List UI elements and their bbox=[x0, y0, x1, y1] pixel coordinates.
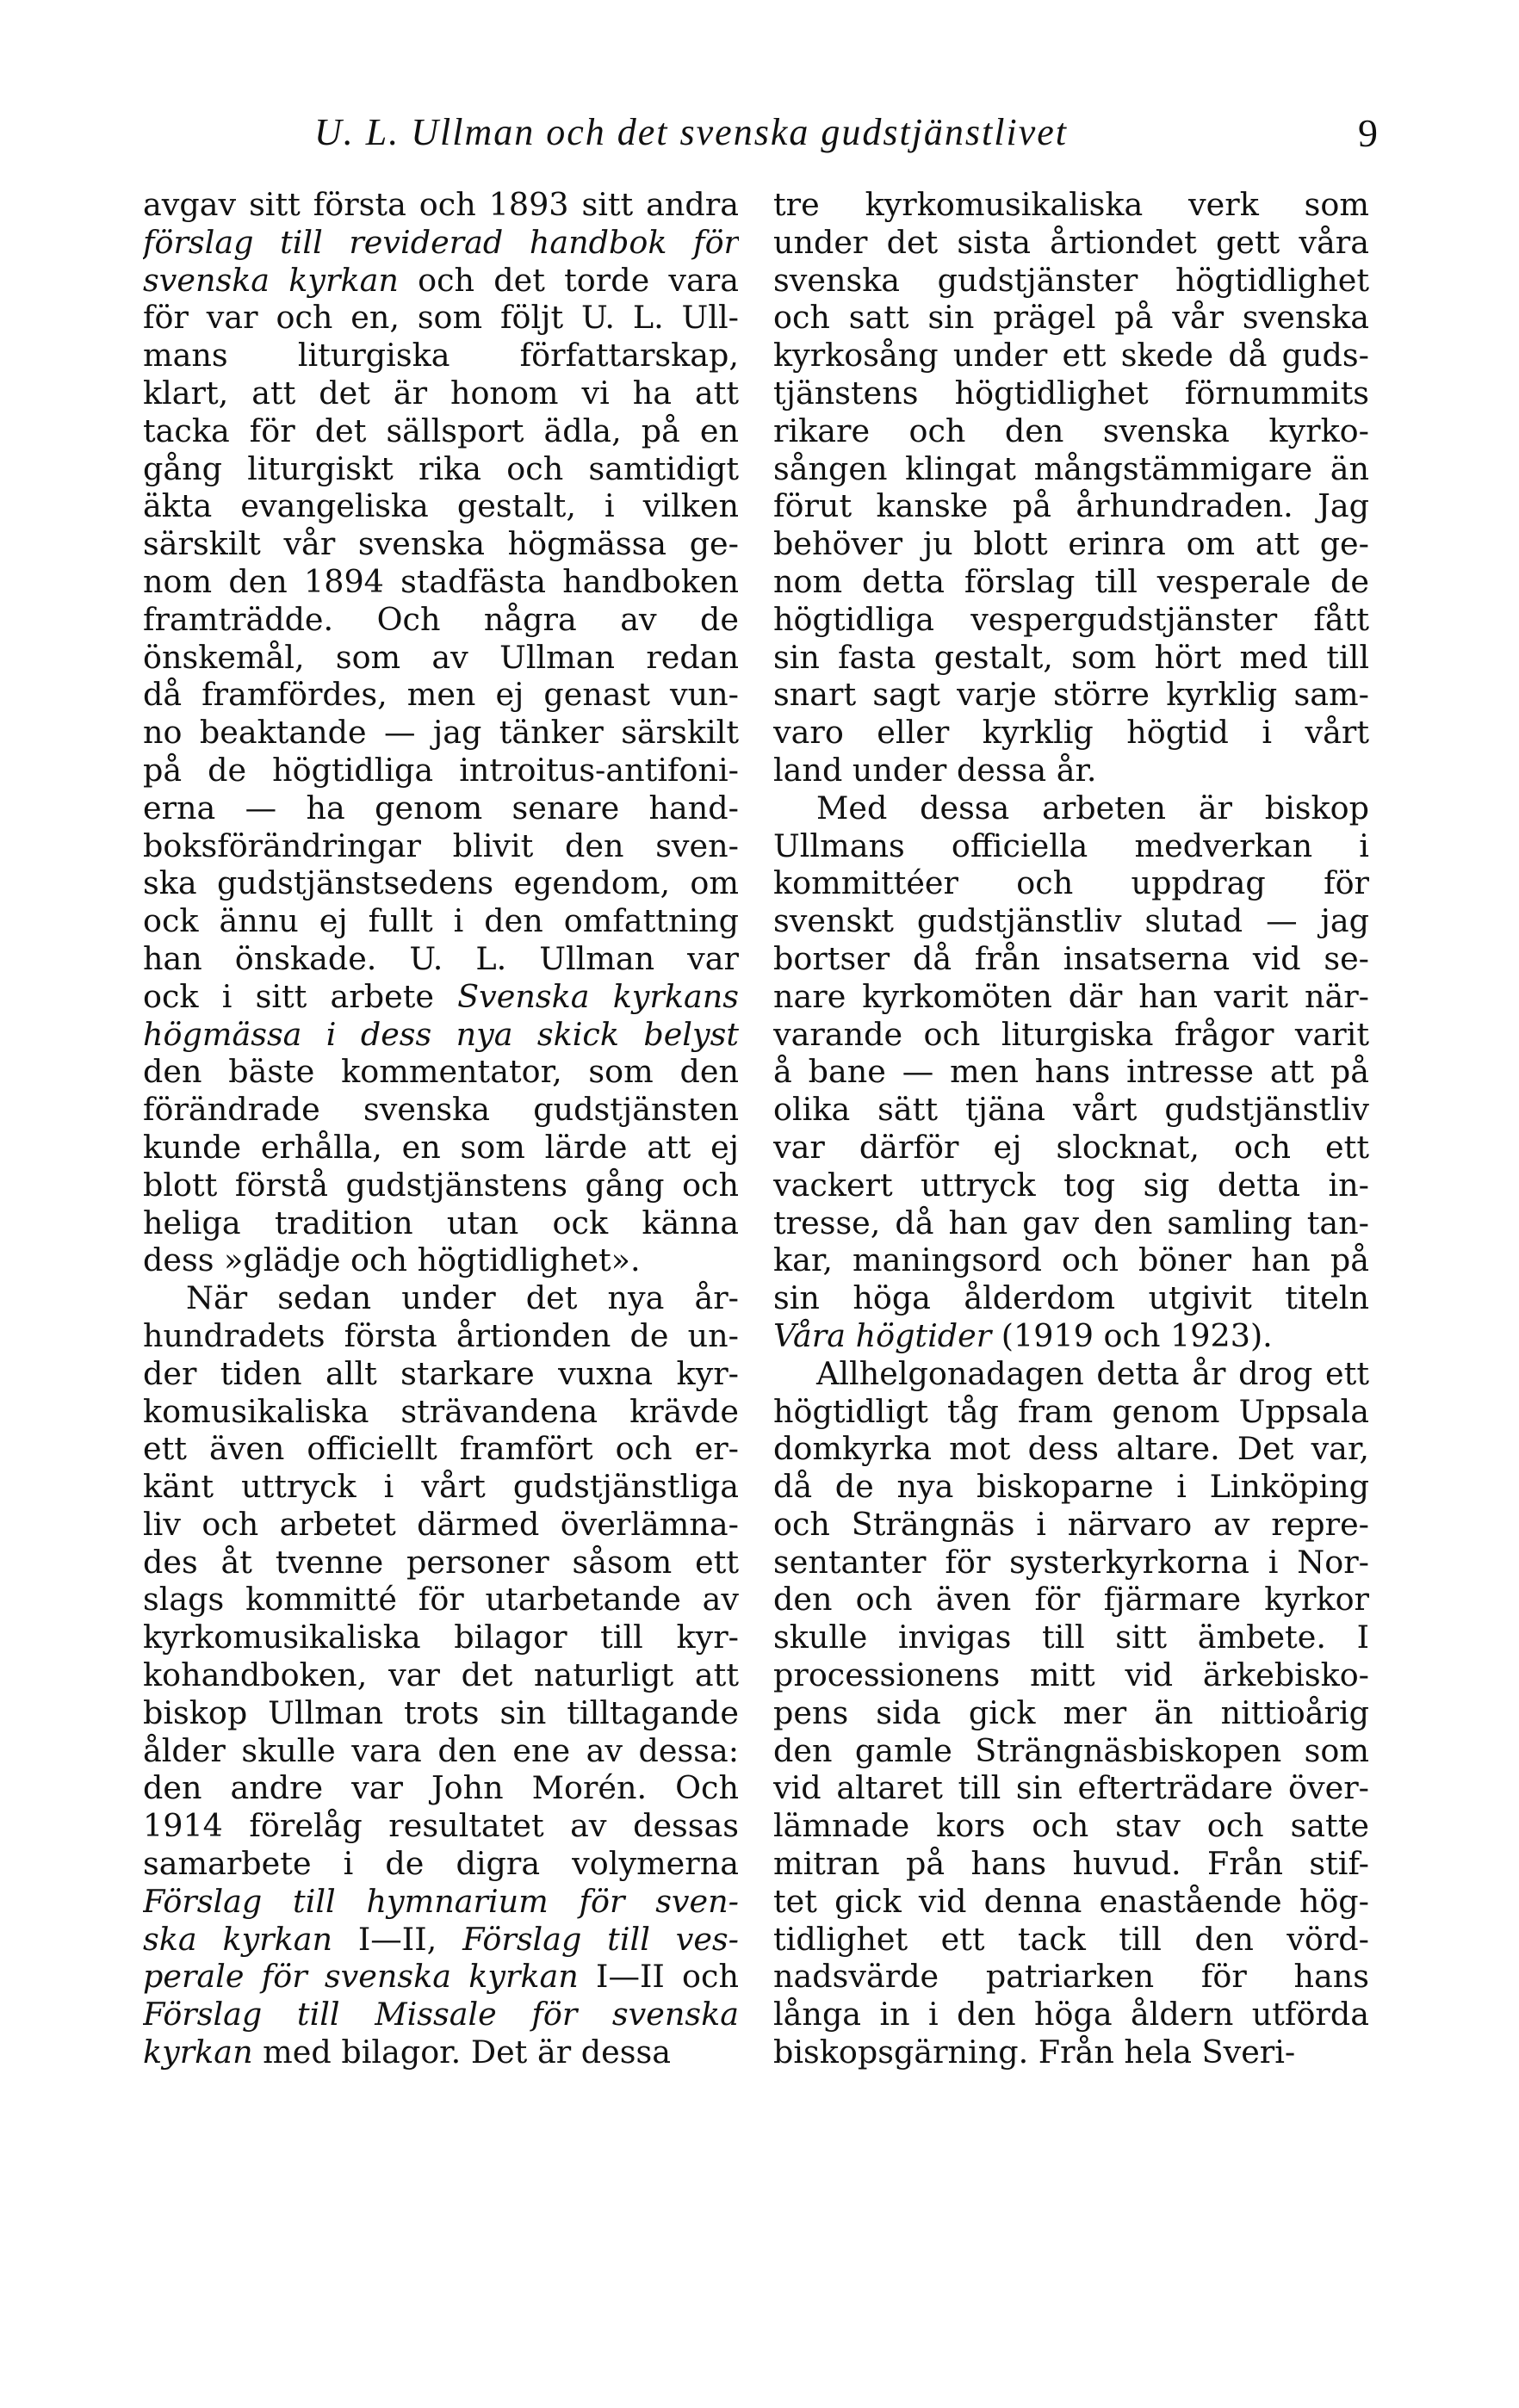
body-text: kyrkomusikaliska bilagor till kyr- bbox=[143, 1619, 739, 1656]
body-text: och Strängnäs i närvaro av repre- bbox=[773, 1505, 1369, 1543]
body-text: biskopsgärning. Från hela Sveri- bbox=[773, 2033, 1296, 2071]
body-text: varo eller kyrklig högtid i vårt bbox=[773, 714, 1369, 752]
text-line bbox=[773, 1279, 1369, 1317]
text-line bbox=[143, 1241, 739, 1279]
italic-title-text: Förslag till hymnarium för sven- bbox=[143, 1882, 739, 1920]
body-text: komusikaliska strävandena krävde bbox=[143, 1392, 739, 1430]
body-text: den och även för fjärmare kyrkor bbox=[773, 1581, 1369, 1619]
text-line bbox=[773, 1958, 1369, 1996]
body-text: sin fasta gestalt, som hört med till bbox=[773, 638, 1369, 676]
body-text: I—II, bbox=[332, 1920, 463, 1958]
body-text: för var och en, som följt U. L. Ull- bbox=[143, 299, 739, 337]
text-line bbox=[143, 1958, 739, 1996]
text-line bbox=[143, 375, 739, 412]
body-text: I—II och bbox=[578, 1958, 739, 1996]
text-line bbox=[773, 1053, 1369, 1091]
body-text: land under dessa år. bbox=[773, 751, 1097, 789]
body-text: När sedan under det nya år- bbox=[186, 1279, 739, 1317]
body-text: varande och liturgiska frågor varit bbox=[773, 1015, 1369, 1053]
body-text: bortser då från insatserna vid se- bbox=[773, 939, 1369, 977]
text-line bbox=[143, 262, 739, 300]
text-line bbox=[143, 224, 739, 262]
text-line bbox=[773, 1129, 1369, 1167]
body-text: kunde erhålla, en som lärde att ej bbox=[143, 1128, 739, 1166]
text-line bbox=[773, 1506, 1369, 1544]
text-line bbox=[143, 639, 739, 677]
text-line bbox=[773, 1241, 1369, 1279]
body-text: vid altaret till sin efterträdare över- bbox=[773, 1769, 1369, 1807]
text-line bbox=[143, 450, 739, 488]
body-text: mans liturgiska författarskap, bbox=[143, 337, 739, 375]
text-line bbox=[773, 450, 1369, 488]
text-line bbox=[143, 1619, 739, 1656]
body-text: svenskt gudstjänstliv slutad — jag bbox=[773, 902, 1369, 940]
text-line bbox=[773, 1016, 1369, 1054]
body-text: var därför ej slocknat, och ett bbox=[773, 1128, 1369, 1166]
text-line bbox=[143, 563, 739, 601]
body-text: biskop Ullman trots sin tilltagande bbox=[143, 1693, 739, 1731]
text-line bbox=[773, 1619, 1369, 1656]
text-line bbox=[773, 1317, 1369, 1355]
body-text: långa in i den höga åldern utförda bbox=[773, 1996, 1369, 2033]
text-line bbox=[143, 1694, 739, 1732]
text-line bbox=[143, 902, 739, 940]
body-text: den andre var John Morén. Och bbox=[143, 1769, 739, 1807]
text-line bbox=[773, 864, 1369, 902]
text-line bbox=[773, 412, 1369, 450]
body-text: dess »glädje och högtidlighet». bbox=[143, 1241, 641, 1279]
text-line bbox=[143, 1544, 739, 1582]
body-text: svenska gudstjänster högtidlighet bbox=[773, 261, 1369, 299]
text-line bbox=[773, 789, 1369, 827]
body-text: klart, att det är honom vi ha att bbox=[143, 374, 739, 412]
text-line bbox=[143, 1996, 739, 2033]
text-line bbox=[143, 676, 739, 714]
text-line bbox=[773, 1732, 1369, 1770]
body-text: des åt tvenne personer såsom ett bbox=[143, 1543, 739, 1581]
text-line bbox=[773, 676, 1369, 714]
text-line bbox=[143, 1053, 739, 1091]
body-text: förut kanske på århundraden. Jag bbox=[773, 487, 1369, 525]
body-text: kar, maningsord och böner han på bbox=[773, 1241, 1369, 1279]
body-text: framträdde. Och några av de bbox=[143, 600, 739, 638]
body-text: sången klingat mångstämmigare än bbox=[773, 449, 1369, 487]
page-number: 9 bbox=[1358, 111, 1378, 155]
body-text: Allhelgonadagen detta år drog ett bbox=[816, 1354, 1369, 1392]
body-text: under det sista årtiondet gett våra bbox=[773, 223, 1369, 261]
text-line bbox=[143, 1204, 739, 1242]
body-text: förändrade svenska gudstjänsten bbox=[143, 1091, 739, 1129]
text-line bbox=[773, 224, 1369, 262]
body-text: kommittéer och uppdrag för bbox=[773, 864, 1369, 902]
body-text: sentanter för systerkyrkorna i Nor- bbox=[773, 1543, 1369, 1581]
text-line bbox=[773, 827, 1369, 865]
body-text: å bane — men hans intresse att på bbox=[773, 1053, 1369, 1091]
left-column bbox=[143, 186, 739, 2071]
text-line bbox=[773, 1544, 1369, 1582]
italic-title-text: högmässa i dess nya skick belyst bbox=[143, 1015, 739, 1053]
body-text: no beaktande — jag tänker särskilt bbox=[143, 714, 739, 752]
body-text: Med dessa arbeten är biskop bbox=[816, 789, 1369, 826]
text-line bbox=[773, 1468, 1369, 1506]
body-text: blott förstå gudstjänstens gång och bbox=[143, 1166, 739, 1204]
body-text: ålder skulle vara den ene av dessa: bbox=[143, 1731, 739, 1769]
italic-title-text: Svenska kyrkans bbox=[457, 977, 739, 1015]
body-text: ock i sitt arbete bbox=[143, 977, 458, 1015]
text-line bbox=[773, 1845, 1369, 1883]
body-text: vackert uttryck tog sig detta in- bbox=[773, 1166, 1369, 1204]
body-text: nare kyrkomöten där han varit när- bbox=[773, 977, 1369, 1015]
body-text: (1919 och 1923). bbox=[991, 1316, 1273, 1354]
text-line bbox=[143, 1091, 739, 1129]
text-line bbox=[143, 1732, 739, 1770]
text-line bbox=[773, 525, 1369, 563]
italic-title-text: Förslag till ves- bbox=[462, 1920, 739, 1958]
body-text: äkta evangeliska gestalt, i vilken bbox=[143, 487, 739, 525]
text-line bbox=[773, 337, 1369, 375]
text-line bbox=[143, 789, 739, 827]
text-line bbox=[143, 714, 739, 752]
body-text: boksförändringar blivit den sven- bbox=[143, 826, 739, 864]
body-text: kyrkosång under ett skede då guds- bbox=[773, 337, 1369, 375]
text-line bbox=[143, 1506, 739, 1544]
text-line bbox=[773, 1694, 1369, 1732]
body-text: tre kyrkomusikaliska verk som bbox=[773, 186, 1369, 223]
text-line bbox=[773, 902, 1369, 940]
text-line bbox=[143, 1468, 739, 1506]
text-line bbox=[143, 1581, 739, 1619]
text-line bbox=[773, 1921, 1369, 1959]
body-text: högtidligt tåg fram genom Uppsala bbox=[773, 1392, 1369, 1430]
text-line bbox=[143, 1921, 739, 1959]
text-line bbox=[773, 1393, 1369, 1431]
body-text: snart sagt varje större kyrklig sam- bbox=[773, 676, 1369, 714]
body-text: heliga tradition utan ock känna bbox=[143, 1204, 739, 1241]
body-text: känt uttryck i vårt gudstjänstliga bbox=[143, 1468, 739, 1506]
text-line bbox=[773, 601, 1369, 639]
body-text: gång liturgiskt rika och samtidigt bbox=[143, 449, 739, 487]
body-text: önskemål, som av Ullman redan bbox=[143, 638, 739, 676]
body-text: tresse, då han gav den samling tan- bbox=[773, 1204, 1369, 1241]
italic-title-text: kyrkan bbox=[143, 2033, 253, 2071]
text-line bbox=[143, 864, 739, 902]
body-text: kohandboken, var det naturligt att bbox=[143, 1656, 739, 1694]
text-line bbox=[773, 186, 1369, 224]
body-text: domkyrka mot dess altare. Det var, bbox=[773, 1430, 1369, 1468]
text-line bbox=[143, 1430, 739, 1468]
body-text: tacka för det sällsport ädla, på en bbox=[143, 412, 739, 449]
body-text: ett även officiellt framfört och er- bbox=[143, 1430, 739, 1468]
text-line bbox=[773, 1807, 1369, 1845]
body-text: nom den 1894 stadfästa handboken bbox=[143, 562, 739, 600]
italic-title-text: ska kyrkan bbox=[143, 1920, 333, 1958]
text-line bbox=[773, 299, 1369, 337]
text-line bbox=[143, 2033, 739, 2071]
text-line bbox=[143, 978, 739, 1016]
text-line bbox=[773, 978, 1369, 1016]
text-line bbox=[773, 714, 1369, 752]
body-text: med bilagor. Det är dessa bbox=[252, 2033, 671, 2071]
body-text: sin höga ålderdom utgivit titeln bbox=[773, 1279, 1369, 1317]
text-line bbox=[773, 1883, 1369, 1921]
body-text: hundradets första årtionden de un- bbox=[143, 1316, 739, 1354]
body-text: olika sätt tjäna vårt gudstjänstliv bbox=[773, 1091, 1369, 1129]
body-text: på de högtidliga introitus-antifoni- bbox=[143, 751, 739, 789]
body-text: tidlighet ett tack till den vörd- bbox=[773, 1920, 1369, 1958]
text-line bbox=[773, 1769, 1369, 1807]
body-text: skulle invigas till sitt ämbete. I bbox=[773, 1619, 1369, 1656]
body-text: processionens mitt vid ärkebisko- bbox=[773, 1656, 1369, 1694]
italic-title-text: svenska kyrkan bbox=[143, 261, 399, 299]
body-text: och det torde vara bbox=[398, 261, 739, 299]
text-line bbox=[143, 1167, 739, 1204]
text-line bbox=[143, 337, 739, 375]
body-text: 1914 förelåg resultatet av dessas bbox=[143, 1807, 739, 1845]
text-line bbox=[143, 525, 739, 563]
text-line bbox=[143, 1845, 739, 1883]
text-line bbox=[143, 1807, 739, 1845]
text-line bbox=[773, 2033, 1369, 2071]
text-line bbox=[773, 940, 1369, 978]
body-text: ock ännu ej fullt i den omfattning bbox=[143, 902, 739, 940]
text-line bbox=[143, 1883, 739, 1921]
body-text: då framfördes, men ej genast vun- bbox=[143, 676, 739, 714]
body-text: slags kommitté för utarbetande av bbox=[143, 1581, 739, 1619]
text-line bbox=[143, 827, 739, 865]
body-text: erna — ha genom senare hand- bbox=[143, 789, 739, 826]
italic-title-text: Våra högtider bbox=[773, 1316, 992, 1354]
body-text: der tiden allt starkare vuxna kyr- bbox=[143, 1354, 739, 1392]
body-text: behöver ju blott erinra om att ge- bbox=[773, 525, 1369, 563]
text-line bbox=[143, 1016, 739, 1054]
italic-title-text: perale för svenska kyrkan bbox=[143, 1958, 579, 1996]
text-line bbox=[143, 186, 739, 224]
text-line bbox=[773, 563, 1369, 601]
body-text: då de nya biskoparne i Linköping bbox=[773, 1468, 1369, 1506]
body-text: tjänstens högtidlighet förnummits bbox=[773, 374, 1369, 412]
text-line bbox=[143, 1769, 739, 1807]
text-line bbox=[773, 1996, 1369, 2033]
italic-title-text: förslag till reviderad handbok för bbox=[143, 223, 739, 261]
text-line bbox=[773, 1204, 1369, 1242]
text-line bbox=[773, 487, 1369, 525]
text-line bbox=[773, 1167, 1369, 1204]
body-text: den bäste kommentator, som den bbox=[143, 1053, 739, 1091]
text-line bbox=[143, 1393, 739, 1431]
right-column bbox=[773, 186, 1369, 2071]
body-text: han önskade. U. L. Ullman var bbox=[143, 939, 739, 977]
body-text: nadsvärde patriarken för hans bbox=[773, 1958, 1369, 1996]
text-line bbox=[143, 299, 739, 337]
text-line bbox=[773, 1656, 1369, 1694]
body-text: rikare och den svenska kyrko- bbox=[773, 412, 1369, 449]
text-line bbox=[143, 1279, 739, 1317]
body-text: den gamle Strängnäsbiskopen som bbox=[773, 1731, 1369, 1769]
text-line bbox=[143, 1656, 739, 1694]
italic-title-text: Förslag till Missale för svenska bbox=[143, 1996, 739, 2033]
text-line bbox=[143, 1317, 739, 1355]
text-line bbox=[773, 1091, 1369, 1129]
text-line bbox=[143, 752, 739, 789]
body-text: nom detta förslag till vesperale de bbox=[773, 562, 1369, 600]
body-text: pens sida gick mer än nittioårig bbox=[773, 1693, 1369, 1731]
body-text: lämnade kors och stav och satte bbox=[773, 1807, 1369, 1845]
text-line bbox=[773, 375, 1369, 412]
text-line bbox=[143, 601, 739, 639]
running-head-title: U. L. Ullman och det svenska gudstjänstlivet bbox=[314, 111, 1069, 153]
text-line bbox=[773, 752, 1369, 789]
text-line bbox=[773, 262, 1369, 300]
text-line bbox=[143, 412, 739, 450]
body-text: Ullmans officiella medverkan i bbox=[773, 826, 1369, 864]
text-line bbox=[773, 1581, 1369, 1619]
body-text: särskilt vår svenska högmässa ge- bbox=[143, 525, 739, 563]
body-text: liv och arbetet därmed överlämna- bbox=[143, 1505, 739, 1543]
text-line bbox=[143, 487, 739, 525]
body-text: samarbete i de digra volymerna bbox=[143, 1845, 739, 1883]
body-text: högtidliga vespergudstjänster fått bbox=[773, 600, 1369, 638]
body-text: mitran på hans huvud. Från stif- bbox=[773, 1845, 1369, 1883]
text-line bbox=[143, 940, 739, 978]
text-line bbox=[143, 1129, 739, 1167]
body-text: tet gick vid denna enastående hög- bbox=[773, 1882, 1369, 1920]
text-line bbox=[143, 1355, 739, 1393]
body-text: och satt sin prägel på vår svenska bbox=[773, 299, 1369, 337]
text-line bbox=[773, 1430, 1369, 1468]
text-line bbox=[773, 639, 1369, 677]
text-line bbox=[773, 1355, 1369, 1393]
body-text: avgav sitt första och 1893 sitt andra bbox=[143, 186, 739, 223]
body-text: ska gudstjänstsedens egendom, om bbox=[143, 864, 739, 902]
